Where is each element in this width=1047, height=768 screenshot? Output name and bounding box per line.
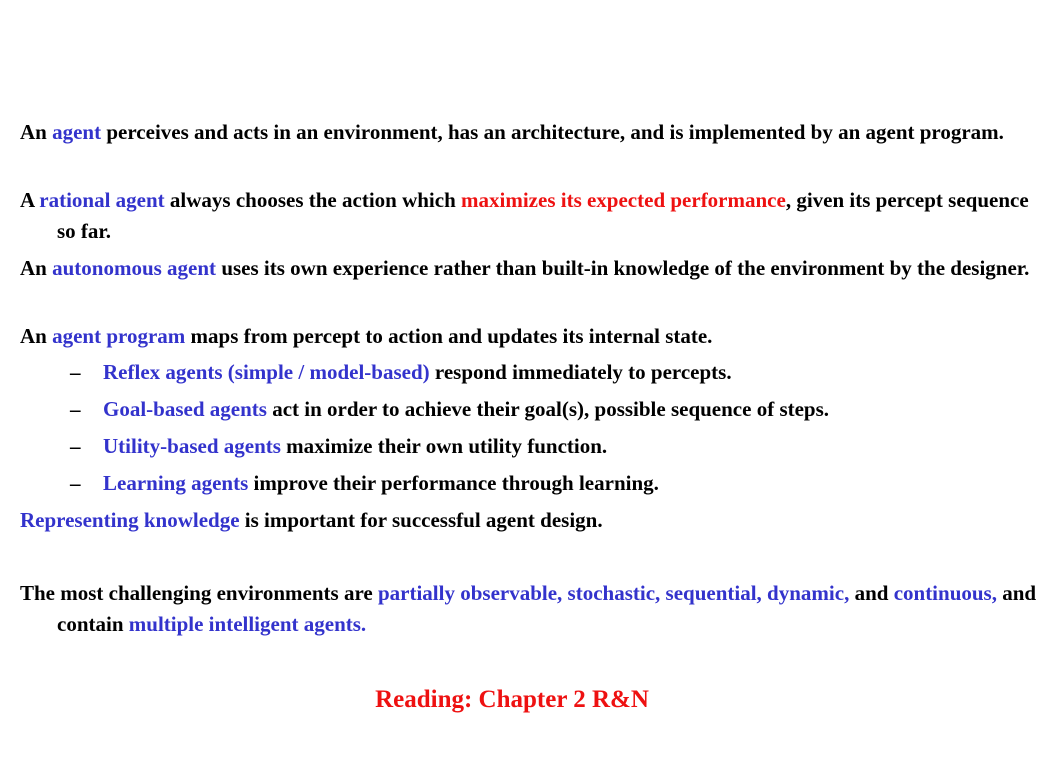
paragraph-rational-agent <box>20 185 1047 247</box>
text-segment: and contain <box>57 581 1037 636</box>
term-learning-agents: Learning agents <box>103 471 249 495</box>
paragraph-knowledge <box>20 505 1047 536</box>
text-segment: An <box>20 324 53 348</box>
text-segment: respond immediately to percepts. <box>429 360 732 384</box>
dash-bullet: – <box>70 397 81 421</box>
text-segment: maps from percept to action and updates its internal state. <box>185 324 713 348</box>
term-agent: agent <box>52 120 102 144</box>
sub-bullet-reflex <box>70 357 1010 388</box>
text-segment: maximize their own utility function. <box>280 434 608 458</box>
paragraph-agent-program <box>20 321 1047 352</box>
sub-bullet-learning <box>70 468 1010 499</box>
term-reflex-agents: Reflex agents (simple / model-based) <box>103 360 430 384</box>
reading-reference: Reading: Chapter 2 R&N <box>375 686 649 713</box>
term-continuous: continuous, <box>893 581 997 605</box>
dash-bullet: – <box>70 471 81 495</box>
sub-bullet-utility <box>70 431 1010 462</box>
term-maximizes-performance: maximizes its expected performance <box>461 188 786 212</box>
text-segment: The most challenging environments are <box>20 581 378 605</box>
text-segment: always chooses the action which <box>164 188 462 212</box>
sub-bullet-goal <box>70 394 1010 425</box>
term-multiple-agents: multiple intelligent agents. <box>128 612 367 636</box>
term-agent-program: agent program <box>52 324 186 348</box>
term-environment-properties: partially observable, stochastic, sequential, dynamic, <box>377 581 850 605</box>
dash-bullet: – <box>70 434 81 458</box>
dash-bullet: – <box>70 360 81 384</box>
text-segment: An <box>20 256 53 280</box>
term-rational-agent: rational agent <box>39 188 165 212</box>
text-segment: perceives and acts in an environment, has an architecture, and is implemented by an agent program. <box>101 120 1004 144</box>
text-segment: act in order to achieve their goal(s), possible sequence of steps. <box>266 397 830 421</box>
text-segment: An <box>20 120 53 144</box>
paragraph-environments <box>20 578 1047 640</box>
text-segment: uses its own experience rather than built-in knowledge of the environment by the designer. <box>216 256 1030 280</box>
paragraph-agent <box>20 117 1047 148</box>
text-segment: , given its percept sequence so far. <box>57 188 1029 243</box>
text-segment: A <box>20 188 40 212</box>
term-representing-knowledge: Representing knowledge <box>20 508 240 532</box>
term-goal-based-agents: Goal-based agents <box>103 397 267 421</box>
text-segment: and <box>849 581 894 605</box>
term-utility-based-agents: Utility-based agents <box>103 434 281 458</box>
paragraph-autonomous-agent <box>20 253 1047 284</box>
text-segment: is important for successful agent design. <box>239 508 603 532</box>
term-autonomous-agent: autonomous agent <box>52 256 217 280</box>
text-segment: improve their performance through learning. <box>248 471 659 495</box>
